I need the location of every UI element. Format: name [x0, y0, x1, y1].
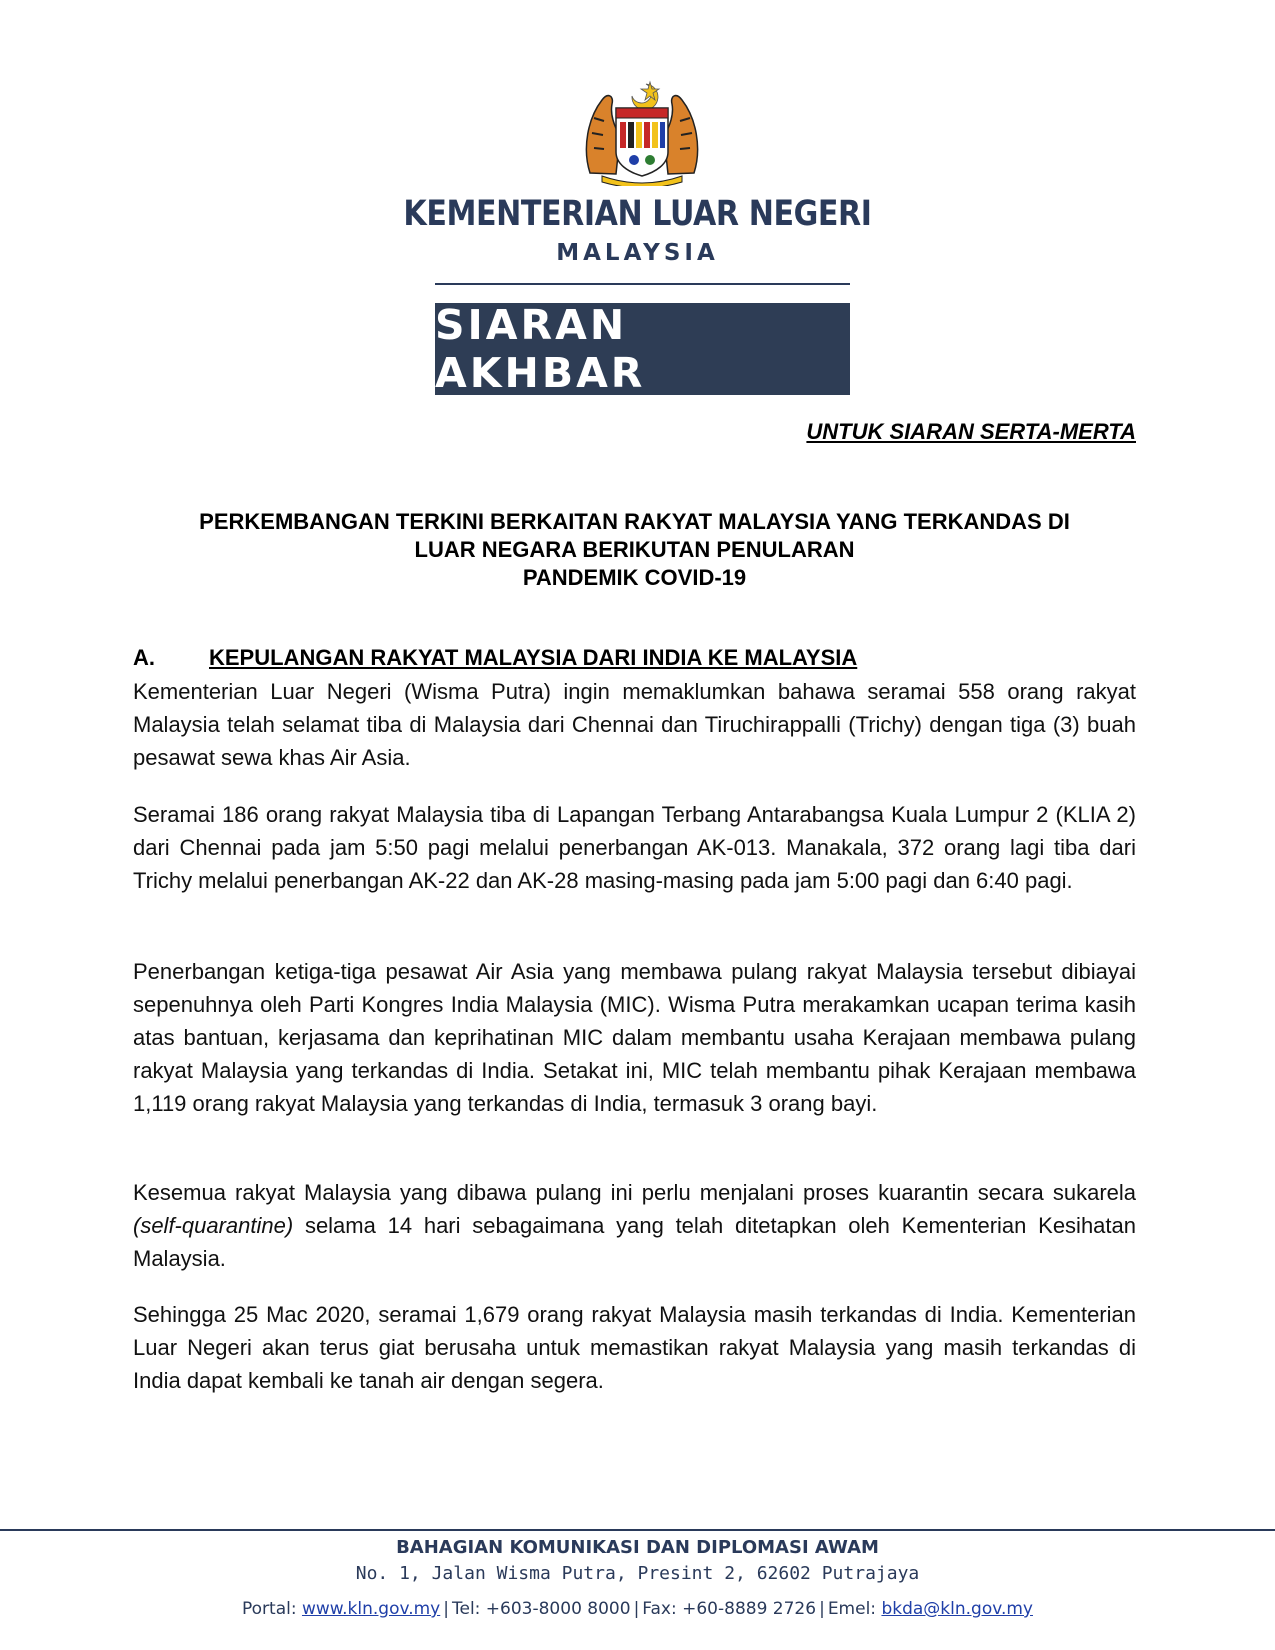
separator: |: [819, 1599, 825, 1619]
section-heading: [133, 645, 857, 671]
press-release-banner: [435, 303, 850, 395]
release-label: UNTUK SIARAN SERTA-MERTA: [806, 419, 1136, 444]
telephone: Tel: +603-8000 8000: [451, 1599, 631, 1619]
footer-contact: [0, 1599, 1275, 1619]
footer-address: No. 1, Jalan Wisma Putra, Presint 2, 62602 Putrajaya: [355, 1563, 920, 1584]
portal-link[interactable]: www.kln.gov.my: [301, 1599, 441, 1619]
portal-label: Portal:: [242, 1599, 297, 1619]
paragraph-5: Sehingga 25 Mac 2020, seramai 1,679 orang rakyat Malaysia masih terkandas di India. Kementerian Luar Negeri akan terus giat berusaha untuk memastikan rakyat Malaysia yang masih terkandas di India dapat kembali ke tanah air dengan segera.: [133, 1302, 1136, 1393]
paragraph-2: Seramai 186 orang rakyat Malaysia tiba di Lapangan Terbang Antarabangsa Kuala Lumpur 2 (KLIA 2) dari Chennai pada jam 5:50 pagi melalui penerbangan AK-013. Manakala, 372 orang lagi tiba dari Trichy melalui penerbangan AK-22 dan AK-28 masing-masing pada jam 5:00 pagi dan 6:40 pagi.: [133, 802, 1136, 893]
coat-of-arms-icon: [580, 78, 704, 186]
headline-line: PANDEMIK COVID-19: [522, 565, 747, 590]
separator: |: [443, 1599, 449, 1619]
paragraph-1: Kementerian Luar Negeri (Wisma Putra) ingin memaklumkan bahawa seramai 558 orang rakyat Malaysia telah selamat tiba di Malaysia dari Chennai dan Tiruchirappalli (Trichy) dengan tiga (3) buah pesawat sewa khas Air Asia.: [133, 679, 1136, 770]
email-link[interactable]: bkda@kln.gov.my: [881, 1599, 1033, 1619]
section-title: KEPULANGAN RAKYAT MALAYSIA DARI INDIA KE MALAYSIA: [209, 645, 858, 670]
footer-division: BAHAGIAN KOMUNIKASI DAN DIPLOMASI AWAM: [396, 1537, 879, 1558]
footer-divider: [0, 1529, 1275, 1531]
section-number: A.: [133, 645, 155, 670]
paragraph-4-italic: (self-quarantine): [133, 1213, 294, 1238]
headline-line: LUAR NEGARA BERIKUTAN PENULARAN: [414, 537, 855, 562]
paragraph-3: Penerbangan ketiga-tiga pesawat Air Asia yang membawa pulang rakyat Malaysia tersebut dibiayai sepenuhnya oleh Parti Kongres India Malaysia (MIC). Wisma Putra merakamkan ucapan terima kasih atas bantuan, kerjasama dan keprihatinan MIC dalam membantu usaha Kerajaan membawa pulang rakyat Malaysia yang terkandas di India. Setakat ini, MIC telah membantu pihak Kerajaan membawa 1,119 orang rakyat Malaysia yang terkandas di India, termasuk 3 orang bayi.: [133, 959, 1136, 1116]
document-headline: [133, 508, 1136, 592]
ministry-name: KEMENTERIAN LUAR NEGERI: [403, 194, 872, 234]
paragraph-4-text-end: selama 14 hari sebagaimana yang telah ditetapkan oleh Kementerian Kesihatan Malaysia.: [133, 1213, 1136, 1271]
paragraph-4: [133, 1176, 1136, 1275]
paragraph-4-text: Kesemua rakyat Malaysia yang dibawa pulang ini perlu menjalani proses kuarantin secara sukarela: [133, 1180, 1136, 1205]
press-release-label: SIARAN AKHBAR: [435, 301, 646, 397]
ministry-country: MALAYSIA: [556, 240, 719, 266]
header-divider: [435, 283, 850, 285]
email-label: Emel:: [827, 1599, 877, 1619]
headline-line: PERKEMBANGAN TERKINI BERKAITAN RAKYAT MALAYSIA YANG TERKANDAS DI: [199, 509, 1070, 534]
separator: |: [633, 1599, 640, 1619]
fax: Fax: +60-8889 2726: [642, 1599, 817, 1619]
